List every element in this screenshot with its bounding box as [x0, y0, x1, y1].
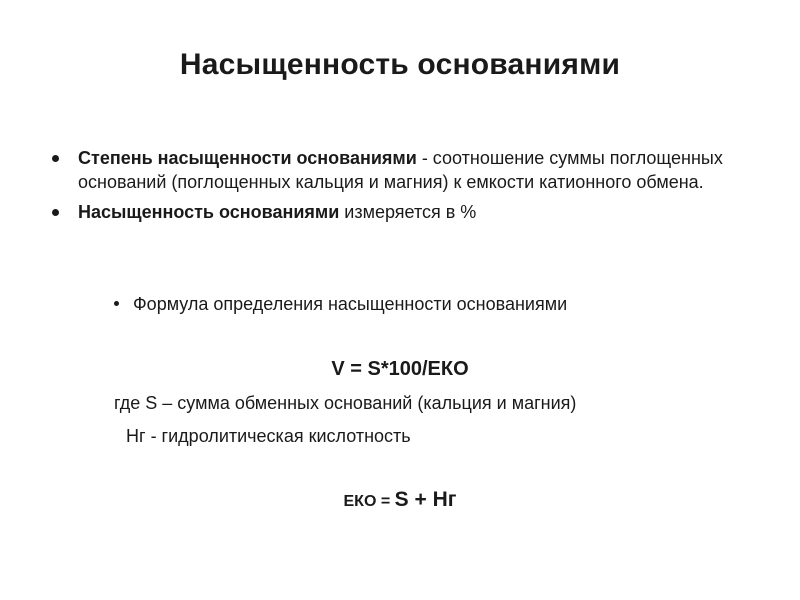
sub-bullet	[114, 292, 567, 316]
slide-title: Насыщенность основаниями	[179, 48, 621, 81]
bullet-list	[50, 146, 750, 230]
bullet-icon	[52, 155, 59, 162]
formula-where-text: где S – сумма обменных оснований (кальция и магния)	[114, 393, 577, 413]
sub-bullet-text: Формула определения насыщенности основаниями	[133, 294, 568, 314]
hydrolytic-acidity-text: Нг - гидролитическая кислотность	[126, 426, 411, 446]
bullet-term: Степень насыщенности основаниями	[78, 148, 417, 168]
bullet-term: Насыщенность основаниями	[78, 202, 340, 222]
bullet-icon	[52, 209, 59, 216]
bullet-item	[50, 146, 750, 194]
bullet-text: измеряется в %	[339, 202, 477, 222]
sub-bullet-icon	[114, 301, 119, 306]
formula-eko-left: ЕКО =	[343, 493, 395, 510]
bullet-item	[50, 200, 750, 224]
formula-eko	[0, 488, 800, 512]
formula-saturation: V = S*100/ЕКО	[331, 358, 469, 380]
bullet-text: - соотношение суммы поглощенных оснований (поглощенных кальция и магния) к емкости катионного обмена.	[78, 148, 723, 192]
formula-eko-right: S + Нг	[394, 488, 457, 511]
